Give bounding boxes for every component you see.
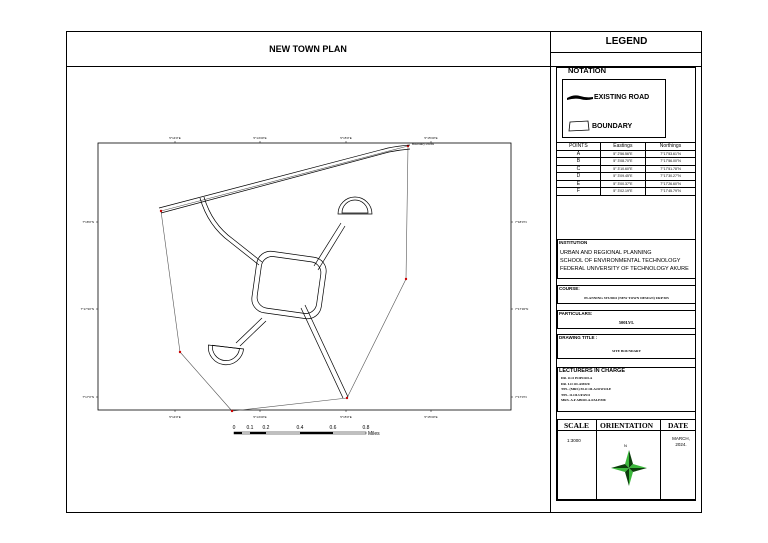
scale-label-4: 0.6 <box>329 425 337 431</box>
legend-item-boundary <box>566 119 632 133</box>
boundary-points <box>160 145 409 412</box>
road-icon <box>566 92 594 102</box>
date-label: DATE <box>668 421 689 430</box>
particulars-box <box>557 310 696 329</box>
scale-label: SCALE <box>564 421 590 430</box>
corner-label: Boundary Points <box>412 142 435 146</box>
site-boundary <box>161 146 408 411</box>
legend-label-boundary: BOUNDARY <box>592 122 633 130</box>
particulars-value: 500LVL <box>618 320 635 325</box>
notation-title: NOTATION <box>568 66 607 75</box>
boundary-points-table <box>556 142 696 196</box>
drawing-title-box <box>557 334 696 359</box>
scale-label-0: 0 <box>232 425 236 431</box>
legend-label-road: EXISTING ROAD <box>594 93 650 101</box>
scale-value: 1:3000 <box>567 438 581 443</box>
table-row: A 5° 2'56.56"E 7°17'53.61"N <box>557 150 696 158</box>
lecturers-box <box>557 367 696 412</box>
scale-label-2: 0.2 <box>262 425 270 431</box>
tick-right-3: 7°17'0"N <box>515 395 527 399</box>
institution-line-3: FEDERAL UNIVERSITY OF TECHNOLOGY AKURE <box>560 266 689 272</box>
design-roads <box>200 197 372 398</box>
scale-orientation-date-box <box>557 419 696 500</box>
lecturer-1: DR. O.O POPOOLA <box>561 376 593 380</box>
table-row: D 5° 3'09.45"E 7°17'30.27"N <box>557 173 696 181</box>
col-northings: Northings <box>646 143 696 151</box>
legend-subheader <box>551 53 702 67</box>
legend-title: LEGEND <box>551 31 702 53</box>
map-neatline <box>98 143 511 410</box>
tick-top-3: 5°15'0"E <box>340 136 352 140</box>
drawing-title-value: SITE BOUNDARY <box>612 349 641 353</box>
scale-unit: Miles <box>368 431 380 437</box>
north-label: N <box>624 443 627 448</box>
tick-right-2: 7°17'30"N <box>515 307 529 311</box>
legend-item-road <box>566 92 649 102</box>
tick-bottom-2: 5°14'30"E <box>253 415 267 419</box>
lecturer-5: MRS. A.F ABIOLA-FALEMU <box>561 398 607 402</box>
compass-icon <box>609 448 649 488</box>
course-value: PLANNING STUDIO (NEW TOWN DESIGN) URP 505 <box>584 296 669 300</box>
scale-label-1: 0.1 <box>246 425 254 431</box>
table-row: E 5° 3'00.37"E 7°17'26.60"N <box>557 180 696 188</box>
scale-label-3: 0.4 <box>296 425 304 431</box>
boundary-icon <box>566 119 592 133</box>
scale-bar <box>233 425 381 437</box>
tick-top-1: 5°14'0"E <box>169 136 181 140</box>
map-title: NEW TOWN PLAN <box>66 31 551 67</box>
tick-right-1: 7°18'0"N <box>515 220 527 224</box>
tick-bottom-4: 5°15'30"E <box>424 415 438 419</box>
col-eastings: Eastings <box>600 143 645 151</box>
orientation-label: ORIENTATION <box>600 421 654 430</box>
institution-box <box>557 239 696 279</box>
tick-left-1: 7°18'0"N <box>82 220 94 224</box>
institution-line-1: URBAN AND REGIONAL PLANNING <box>560 250 652 256</box>
particulars-label: PARTICULARS: <box>559 311 593 316</box>
tick-bottom-1: 5°14'0"E <box>169 415 181 419</box>
tick-left-3: 7°17'0"N <box>82 395 94 399</box>
tick-left-2: 7°17'30"N <box>80 307 94 311</box>
lecturer-2: DR. I.O OLAMIJU <box>561 381 591 386</box>
date-value: MARCH, 2024. <box>672 436 690 447</box>
lecturer-3: TPL. (MRS) M.O OLAJOWOLE <box>561 387 612 391</box>
tick-top-2: 5°14'30"E <box>253 136 267 140</box>
table-row: B 5° 3'08.70"E 7°17'56.00"N <box>557 158 696 166</box>
table-row: C 5° 3'10.60"E 7°17'51.78"N <box>557 165 696 173</box>
tick-top-4: 5°15'30"E <box>424 136 438 140</box>
course-label: COURSE: <box>559 286 580 291</box>
scale-label-5: 0.8 <box>362 425 370 431</box>
course-box <box>557 285 696 304</box>
lecturer-4: TPL. O.OLUFAYO <box>561 392 591 397</box>
lecturers-label: LECTURERS IN CHARGE <box>559 368 626 374</box>
drawing-title-label: DRAWING TITLE : <box>559 335 598 340</box>
table-row: F 5° 3'02.19"E 7°17'45.79"N <box>557 188 696 196</box>
institution-line-2: SCHOOL OF ENVIRONMENTAL TECHNOLOGY <box>560 258 681 264</box>
tick-bottom-3: 5°15'0"E <box>340 415 352 419</box>
institution-label: INSTITUTION <box>559 240 588 245</box>
col-points: POINTS <box>557 143 601 151</box>
